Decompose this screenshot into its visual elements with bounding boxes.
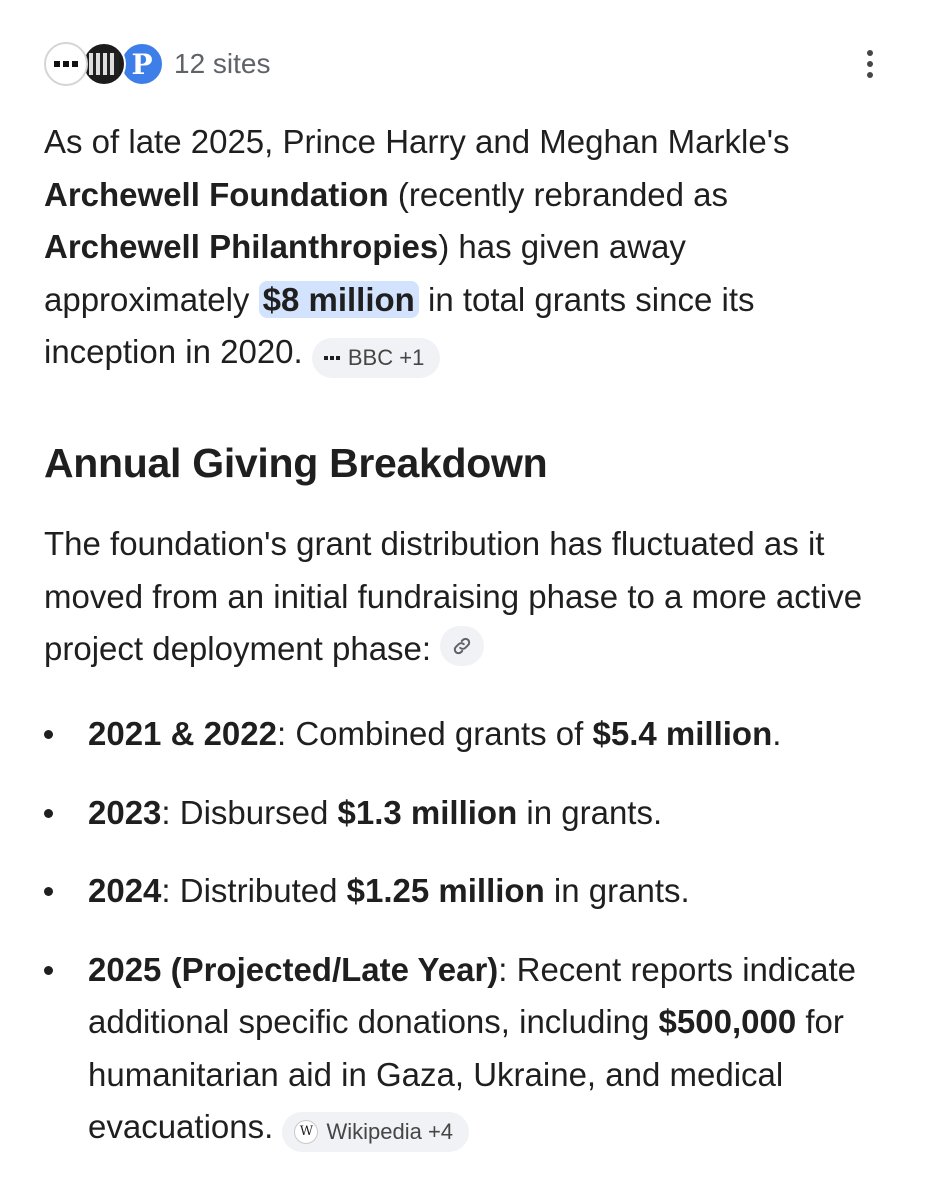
- rebranded-name: Archewell Philanthropies: [44, 228, 439, 265]
- list-item: 2023: Disbursed $1.3 million in grants.: [44, 787, 894, 840]
- source-favicons[interactable]: [44, 38, 162, 90]
- intro-paragraph: As of late 2025, Prince Harry and Meghan Markle's Archewell Foundation (recently rebranded as Archewell Philanthropies) has given away approximately $8 million in total grants since its inception in 2020. BBC +1: [44, 116, 894, 379]
- p-letter-site-icon: P: [120, 42, 164, 86]
- link-icon[interactable]: [440, 626, 484, 666]
- sources-count-label[interactable]: 12 sites: [174, 48, 271, 79]
- wikipedia-icon: W: [294, 1120, 318, 1144]
- section-body: The foundation's grant distribution has fluctuated as it moved from an initial fundraising phase to a more active project deployment phase:: [44, 525, 863, 667]
- bullet-icon: [44, 730, 53, 739]
- dots-site-icon: [44, 42, 88, 86]
- giving-breakdown-list: [44, 708, 894, 1154]
- list-item: 2024: Distributed $1.25 million in grants.: [44, 865, 894, 918]
- dots-site-icon: [324, 356, 340, 360]
- more-options-icon[interactable]: [858, 46, 882, 82]
- bullet-icon: [44, 966, 53, 975]
- citation-chip-bbc[interactable]: BBC +1: [312, 338, 440, 378]
- total-grants-highlight[interactable]: $8 million: [259, 281, 419, 318]
- list-item: 2025 (Projected/Late Year): Recent reports indicate additional specific donations, including $500,000 for humanitarian aid in Gaza, Ukraine, and medical evacuations. W Wikipedia +4: [44, 944, 894, 1154]
- bullet-icon: [44, 887, 53, 896]
- citation-chip-wikipedia[interactable]: W Wikipedia +4: [282, 1112, 469, 1152]
- news-photo-site-icon: [82, 42, 126, 86]
- foundation-name: Archewell Foundation: [44, 175, 389, 213]
- list-item: 2021 & 2022: Combined grants of $5.4 million.: [44, 708, 894, 761]
- sources-header[interactable]: [44, 38, 271, 90]
- bullet-icon: [44, 809, 53, 818]
- section-heading: Annual Giving Breakdown: [44, 440, 548, 486]
